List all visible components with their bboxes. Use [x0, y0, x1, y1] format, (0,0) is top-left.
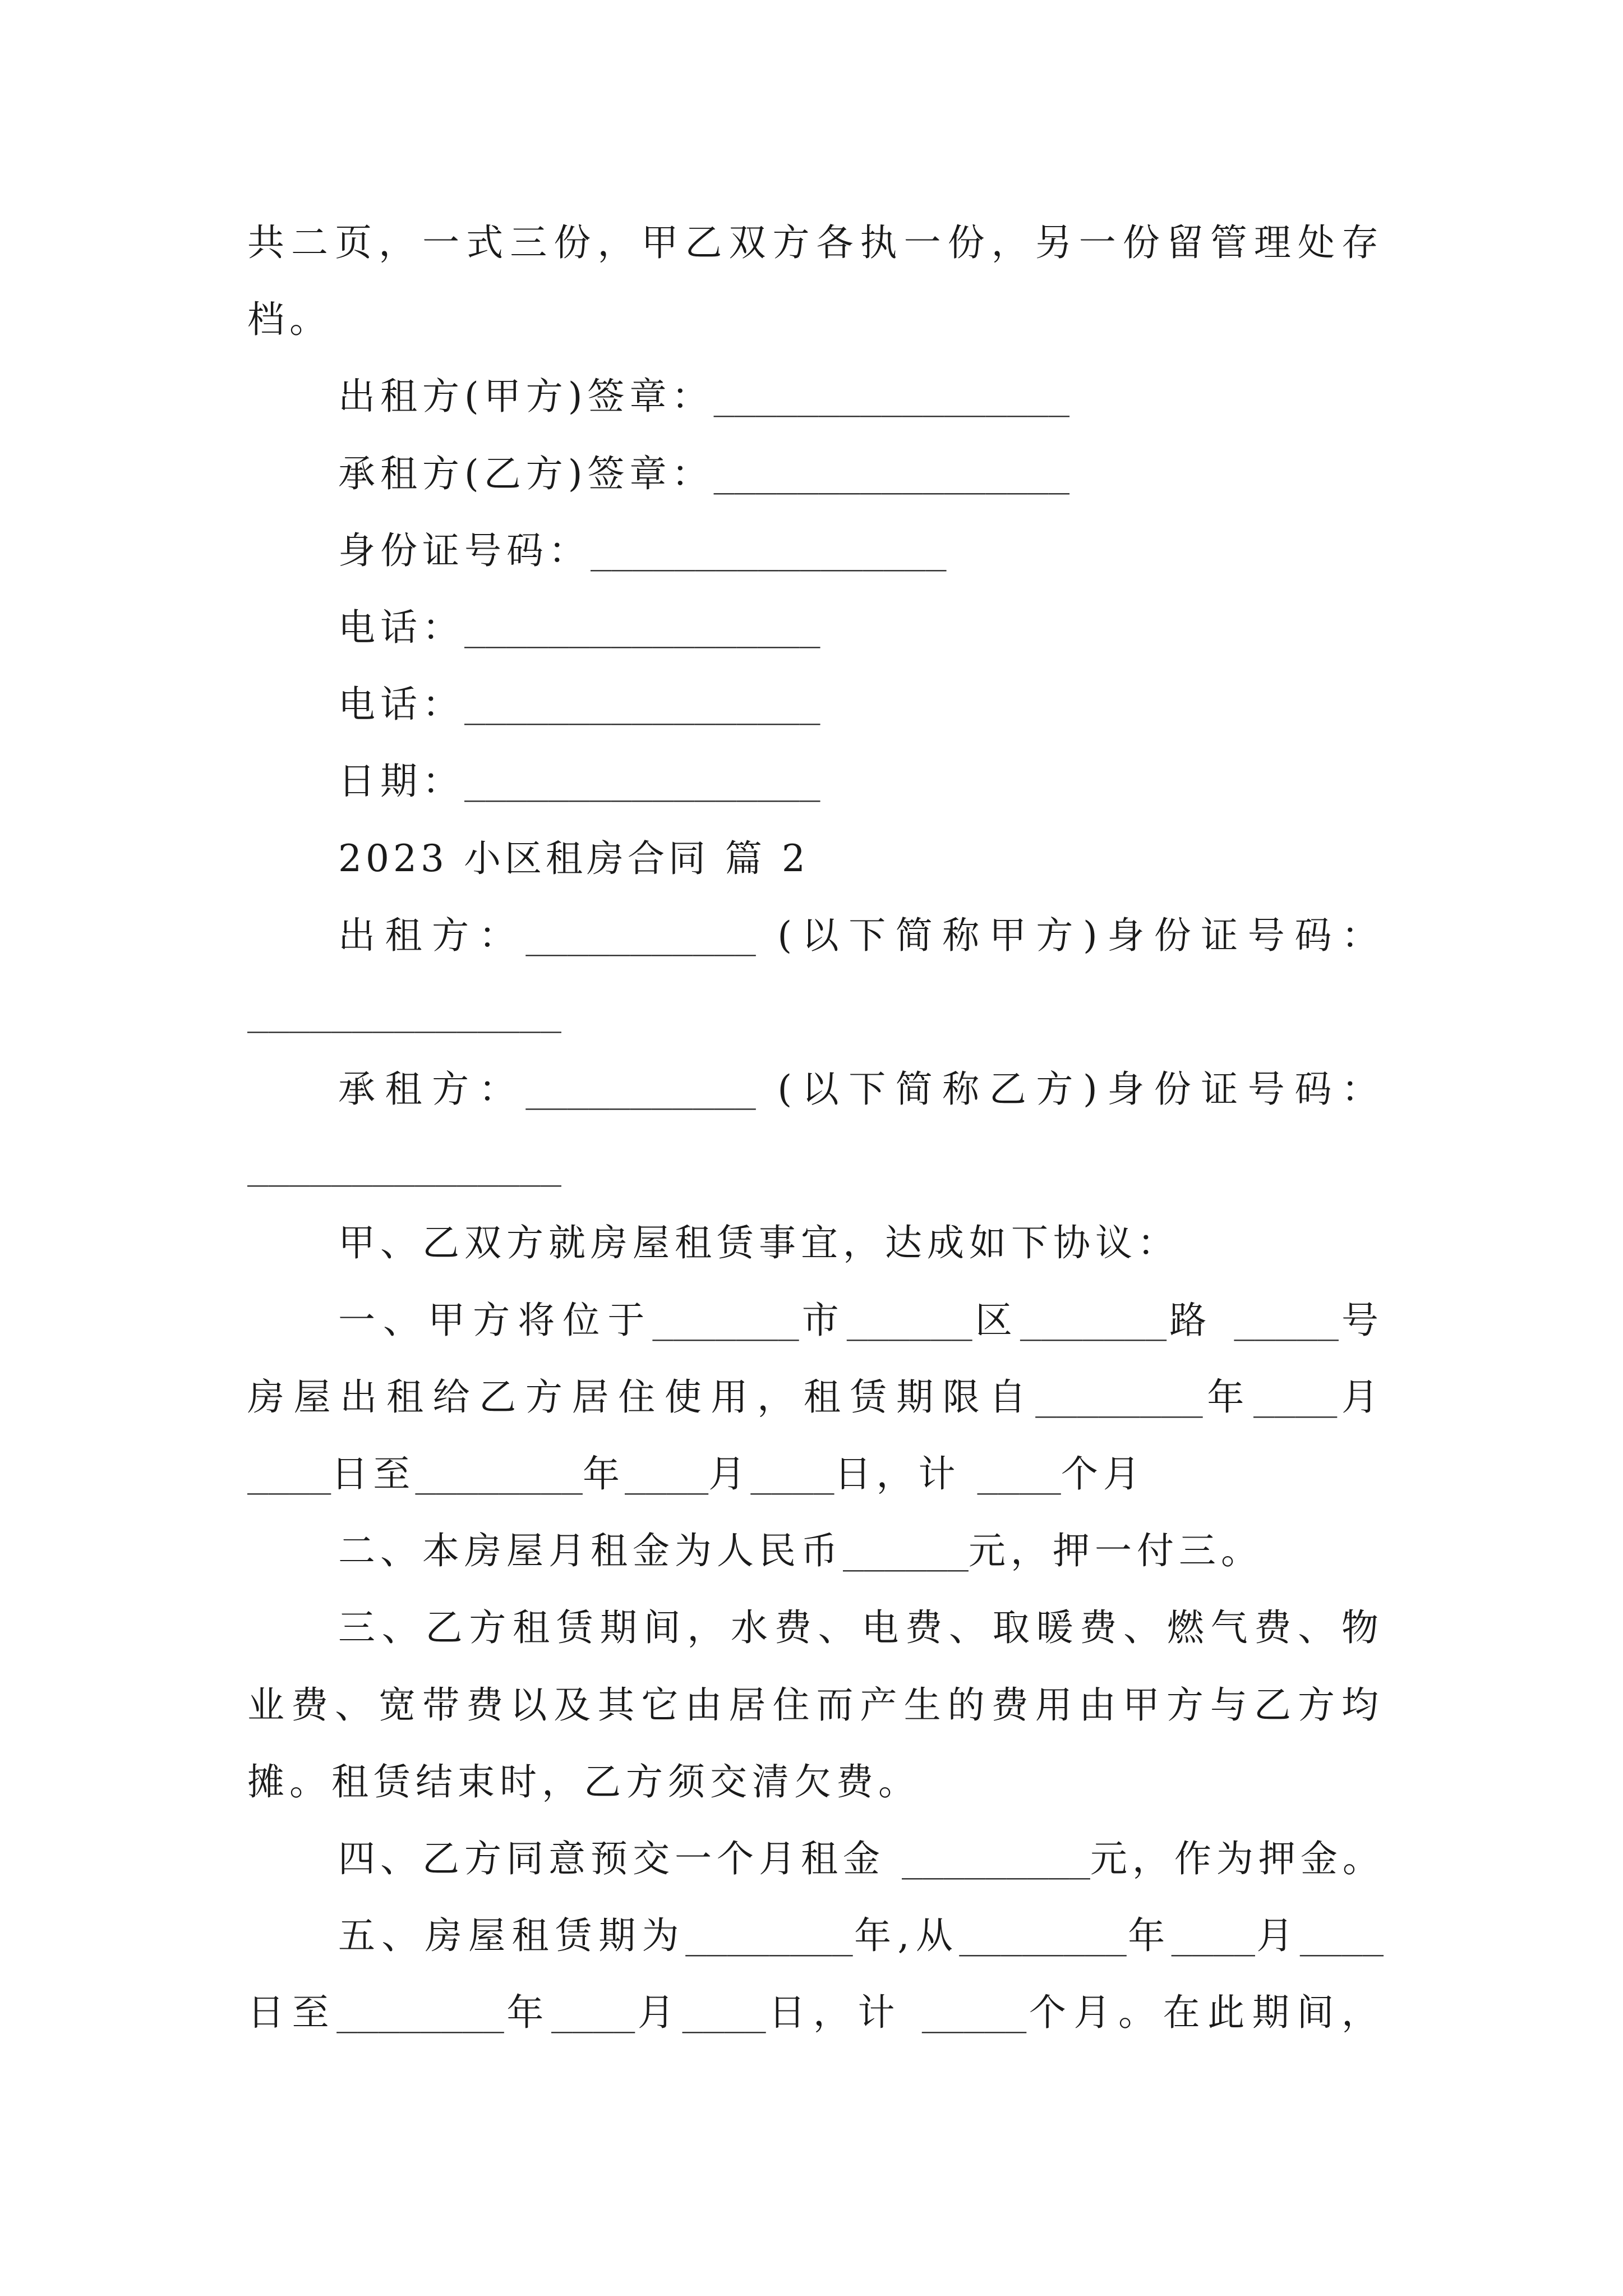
clause-5-line	[247, 1897, 1384, 1974]
text: 区	[972, 1298, 1020, 1342]
blank-field: ___________	[525, 1069, 756, 1111]
blank-field: ____	[247, 1454, 331, 1495]
text: 日，计	[766, 1991, 922, 2035]
text: 日至	[331, 1452, 416, 1496]
blank-field: _________	[901, 1838, 1090, 1880]
blank-field: ______	[846, 1300, 972, 1341]
blank-field: ____	[1253, 1377, 1338, 1418]
label: 出租方(甲方)签章：	[338, 375, 714, 418]
clause-1-line	[247, 1359, 1384, 1435]
text: 月	[1255, 1914, 1300, 1958]
label: 身份证号码：	[338, 528, 591, 572]
text: 摊。租赁结束时，乙方须交清欠费。	[247, 1760, 920, 1803]
label: 承租方：	[338, 1068, 526, 1111]
text: (以下简称乙方)身份证号码：	[755, 1068, 1384, 1111]
blank-field: ________	[1035, 1377, 1203, 1418]
text: 日至	[247, 1991, 337, 2035]
text: 年,从	[852, 1914, 960, 1958]
text: 档。	[247, 298, 331, 342]
signature-line-lessor	[247, 358, 1384, 435]
text: 元，作为押金。	[1090, 1837, 1385, 1880]
blank-field: ____	[1171, 1916, 1255, 1957]
blank-field: ___________	[525, 915, 756, 956]
blank-field: ____	[624, 1454, 709, 1495]
signature-line-lessee	[247, 435, 1384, 512]
text: 月	[635, 1991, 683, 2035]
blank-field: _______	[1020, 1300, 1167, 1341]
blank-field: _________________	[713, 453, 1070, 495]
clause-3-line	[247, 1667, 1384, 1743]
blank-field: ____	[977, 1454, 1061, 1495]
blank-field: _________________	[591, 530, 947, 572]
blank-field: ________	[685, 1916, 853, 1957]
id-number-line	[247, 512, 1384, 589]
text: 共二页，一式三份，甲乙双方各执一份，另一份留管理处存	[247, 221, 1384, 264]
text: 业费、宽带费以及其它由居住而产生的费用由甲方与乙方均	[247, 1683, 1384, 1727]
text: 号	[1338, 1298, 1384, 1342]
text: 甲、乙双方就房屋租赁事宜，达成如下协议：	[338, 1221, 1179, 1265]
blank-field: _________________	[464, 607, 820, 648]
heading-text: 2023 小区租房合同 篇 2	[338, 836, 809, 880]
text: 三、乙方租赁期间，水费、电费、取暖费、燃气费、物	[338, 1606, 1384, 1650]
text: 四、乙方同意预交一个月租金	[338, 1837, 902, 1880]
blank-field: _____	[1234, 1300, 1339, 1341]
clause-4-line	[247, 1820, 1384, 1897]
text: 元，押一付三。	[968, 1529, 1263, 1573]
paragraph-line	[247, 1204, 1384, 1281]
blank-field: _________________	[713, 376, 1070, 418]
text: 年	[582, 1452, 625, 1496]
phone-line	[247, 666, 1384, 743]
text: 年	[504, 1991, 551, 2035]
clause-2-line	[247, 1512, 1384, 1589]
phone-line	[247, 589, 1384, 666]
text: 五、房屋租赁期为	[338, 1914, 686, 1958]
text: 房屋出租给乙方居住使用，租赁期限自	[247, 1375, 1036, 1419]
text: 月	[708, 1452, 751, 1496]
lessor-line	[247, 897, 1384, 974]
date-line	[247, 743, 1384, 820]
blank-field: ____	[551, 1993, 635, 2034]
blank-field: _____	[921, 1993, 1027, 2034]
blank-line	[247, 974, 1384, 1051]
text: (以下简称甲方)身份证号码：	[755, 913, 1384, 957]
text: 个月。在此期间，	[1026, 1991, 1384, 2035]
blank-field: _______________	[247, 992, 561, 1033]
lessee-line	[247, 1051, 1384, 1128]
section-heading	[247, 820, 1384, 897]
clause-5-line	[247, 1974, 1384, 2051]
clause-1-line	[247, 1282, 1384, 1359]
label: 出租方：	[338, 913, 526, 957]
paragraph-line	[247, 204, 1384, 281]
label: 日期：	[338, 760, 464, 803]
blank-field: ________	[959, 1916, 1127, 1957]
text: 年	[1126, 1914, 1172, 1958]
label: 电话：	[338, 605, 464, 649]
paragraph-line	[247, 281, 1384, 358]
blank-field: ____	[682, 1993, 766, 2034]
text: 日，计	[834, 1452, 978, 1496]
text: 二、本房屋月租金为人民币	[338, 1529, 843, 1573]
blank-field: _______________	[247, 1146, 561, 1188]
blank-field: ____	[1299, 1916, 1384, 1957]
clause-3-line	[247, 1743, 1384, 1820]
document-body	[247, 204, 1384, 2051]
text: 一、甲方将位于	[338, 1298, 653, 1342]
blank-field: _________________	[464, 761, 820, 803]
blank-field: ________	[415, 1454, 583, 1495]
blank-field: _________________	[464, 684, 820, 726]
blank-field: ______	[843, 1531, 969, 1572]
blank-field: ________	[336, 1993, 504, 2034]
blank-field: _______	[652, 1300, 799, 1341]
label: 电话：	[338, 683, 464, 726]
clause-1-line	[247, 1435, 1384, 1512]
text: 个月	[1061, 1452, 1145, 1496]
text: 月	[1337, 1375, 1384, 1419]
blank-field: ____	[750, 1454, 834, 1495]
clause-3-line	[247, 1589, 1384, 1666]
blank-line	[247, 1128, 1384, 1204]
text: 年	[1202, 1375, 1254, 1419]
text: 市	[799, 1298, 847, 1342]
label: 承租方(乙方)签章：	[338, 452, 714, 495]
text: 路	[1166, 1298, 1234, 1342]
